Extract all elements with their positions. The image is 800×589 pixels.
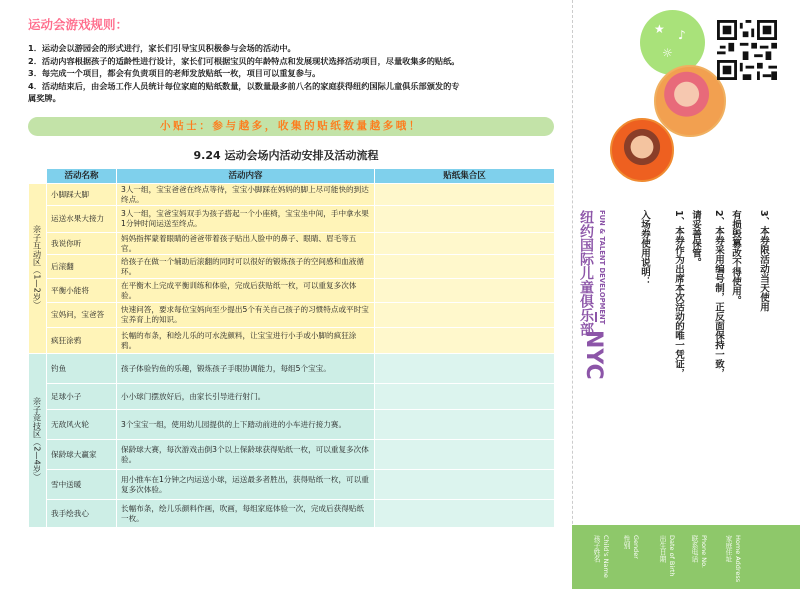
activity-desc: 用小推车在1分钟之内运送小球，运送最多者胜出，获得贴纸一枚，可以重复多次体验。 bbox=[117, 470, 375, 500]
activity-desc: 3人一组，宝宝爸爸在终点等待，宝宝小脚踩在妈妈的脚上尽可能快的到达终点。 bbox=[117, 184, 375, 206]
activity-desc: 在平衡木上完成平衡训练和体验，完成后获贴纸一枚，可以重复多次体验。 bbox=[117, 279, 375, 303]
table-row bbox=[29, 328, 555, 354]
sticker-cell bbox=[375, 233, 555, 255]
rule-item: 4．活动结束后，由会场工作人员统计每位家庭的贴纸数量，以数量最多前八名的家庭获得纽约国际儿童俱乐部颁发的专 bbox=[28, 80, 460, 91]
activity-desc: 快速问答，要求每位宝妈向至少提出5个有关自己孩子的习惯特点或平时宝宝养育上的知识。 bbox=[117, 303, 375, 328]
rule-item: 属奖牌。 bbox=[28, 93, 61, 104]
group-header-blank bbox=[29, 169, 47, 184]
table-row bbox=[29, 279, 555, 303]
club-name-en: FUN & TALENT DEVELOPMENT bbox=[598, 210, 606, 325]
activity-desc: 长幅布条，绘儿乐颜料作画，吹画，每组家庭体验一次，完成后获得贴纸一枚。 bbox=[117, 500, 375, 528]
sticker-cell bbox=[375, 255, 555, 279]
sticker-cell bbox=[375, 279, 555, 303]
table-row bbox=[29, 206, 555, 233]
club-logo-nyc: NYC bbox=[581, 330, 606, 380]
activity-name: 宝妈问，宝爸答 bbox=[47, 303, 117, 328]
table-row bbox=[29, 470, 555, 500]
rule-item: 1．运动会以游园会的形式进行，家长们引导宝贝积极参与会场的活动中。 bbox=[28, 43, 296, 53]
club-name-cn: 纽约国际儿童俱乐部 bbox=[578, 210, 594, 336]
star-icon: ★ bbox=[654, 22, 665, 36]
sticker-cell bbox=[375, 500, 555, 528]
sticker-cell bbox=[375, 470, 555, 500]
sticker-cell bbox=[375, 440, 555, 470]
table-row bbox=[29, 500, 555, 528]
activity-desc: 保龄球大赛，每次游戏击倒3个以上保龄球获得贴纸一枚，可以重复多次体验。 bbox=[117, 440, 375, 470]
activity-name: 后滚翻 bbox=[47, 255, 117, 279]
activity-name: 保龄球大赢家 bbox=[47, 440, 117, 470]
field-label-phone-en: Phone No. bbox=[700, 535, 708, 568]
header-activity-name: 活动名称 bbox=[47, 169, 117, 184]
activity-name: 雪中送暖 bbox=[47, 470, 117, 500]
activity-desc: 小小球门摆放好后，由家长引导进行射门。 bbox=[117, 384, 375, 410]
field-label-gender: 性别 bbox=[622, 535, 630, 549]
table-row bbox=[29, 440, 555, 470]
usage-item: 请妥善保管。 bbox=[690, 210, 701, 267]
field-label-dob: 出生日期 bbox=[658, 535, 666, 563]
activity-name: 我说你听 bbox=[47, 233, 117, 255]
ticket-panel bbox=[572, 0, 800, 589]
activity-name: 我手绘我心 bbox=[47, 500, 117, 528]
field-label-address: 家庭住址 bbox=[724, 535, 732, 563]
child-photo-circle bbox=[610, 118, 674, 182]
table-row bbox=[29, 255, 555, 279]
table-row bbox=[29, 410, 555, 440]
activity-desc: 孩子体验钓鱼的乐趣，锻炼孩子手眼协调能力，每组5个宝宝。 bbox=[117, 354, 375, 384]
activity-desc: 妈妈指挥蒙着眼睛的爸爸带着孩子贴出人脸中的鼻子、眼睛、眉毛等五官。 bbox=[117, 233, 375, 255]
qr-code-icon bbox=[717, 20, 777, 80]
table-row bbox=[29, 384, 555, 410]
activity-name: 平衡小能将 bbox=[47, 279, 117, 303]
activity-name: 无敌风火轮 bbox=[47, 410, 117, 440]
rule-item: 3．每完成一个项目，都会有负责项目的老师发放贴纸一枚，项目可以重复参与。 bbox=[28, 68, 321, 79]
activity-desc: 长幅的布条，和绘儿乐的可水洗颜料，让宝宝进行小手或小脚的疯狂涂鸦。 bbox=[117, 328, 375, 354]
activity-name: 运送水果大接力 bbox=[47, 206, 117, 233]
field-label-child-name: 孩子姓名 bbox=[592, 535, 600, 563]
usage-title: 入场券使用说明： bbox=[639, 210, 650, 286]
activity-name: 疯狂涂鸦 bbox=[47, 328, 117, 354]
table-row bbox=[29, 184, 555, 206]
activity-name: 钓鱼 bbox=[47, 354, 117, 384]
field-label-address-en: Home Address bbox=[734, 535, 742, 583]
sticker-cell bbox=[375, 384, 555, 410]
sticker-cell bbox=[375, 410, 555, 440]
usage-item: 2、本券采用编号制，正反面保持一致， bbox=[713, 210, 724, 379]
activity-desc: 3人一组，宝爸宝妈双手为孩子搭起一个小座椅，宝宝坐中间，手中拿水果1分钟时间运送至终点。 bbox=[117, 206, 375, 233]
sticker-cell bbox=[375, 184, 555, 206]
header-activity-content: 活动内容 bbox=[117, 169, 375, 184]
schedule-title: 9.24 运动会场内活动安排及活动流程 bbox=[193, 149, 379, 162]
sticker-cell bbox=[375, 303, 555, 328]
sun-icon: ☼ bbox=[662, 46, 673, 60]
group-label-competition: 亲子竞技区（2—4岁） bbox=[29, 354, 47, 528]
field-label-child-name-en: Child's Name bbox=[602, 535, 610, 578]
tip-banner: 小贴士：参与越多，收集的贴纸数量越多哦！ bbox=[28, 117, 554, 136]
logo-divider bbox=[595, 312, 597, 322]
header-sticker-area: 贴纸集合区 bbox=[375, 169, 555, 184]
group-label-interaction: 亲子互动区（1—2岁） bbox=[29, 184, 47, 354]
rules-list bbox=[28, 42, 568, 105]
table-row bbox=[29, 354, 555, 384]
activity-name: 足球小子 bbox=[47, 384, 117, 410]
field-label-phone: 联系电话 bbox=[690, 535, 698, 563]
table-row bbox=[29, 233, 555, 255]
usage-item: 3、本券限活动当天使用 bbox=[758, 210, 769, 312]
rule-item: 2．活动内容根据孩子的适龄性进行设计，家长们可根据宝贝的年龄特点和发展现状选择活动项目，尽量收集多的贴纸。 bbox=[28, 55, 460, 66]
schedule-table bbox=[28, 168, 555, 528]
music-icon: ♪ bbox=[678, 28, 686, 42]
sticker-cell bbox=[375, 328, 555, 354]
activity-desc: 给孩子在做一个辅助后滚翻的同时可以很好的锻炼孩子的空间感和血液循环。 bbox=[117, 255, 375, 279]
sticker-cell bbox=[375, 206, 555, 233]
usage-item: 有损毁篡改不得使用。 bbox=[730, 210, 741, 305]
activity-desc: 3个宝宝一组，使用幼儿园提供的上下踏动前进的小车进行接力赛。 bbox=[117, 410, 375, 440]
table-row bbox=[29, 303, 555, 328]
activity-name: 小脚踩大脚 bbox=[47, 184, 117, 206]
field-label-gender-en: Gender bbox=[632, 535, 640, 559]
table-header-row bbox=[29, 169, 555, 184]
usage-item: 1、本券作为出席本次活动的唯一凭证， bbox=[673, 210, 684, 379]
rules-title: 运动会游戏规则： bbox=[28, 17, 129, 32]
sticker-cell bbox=[375, 354, 555, 384]
field-label-dob-en: Date of Birth bbox=[668, 535, 676, 577]
child-photo-circle bbox=[654, 65, 726, 137]
